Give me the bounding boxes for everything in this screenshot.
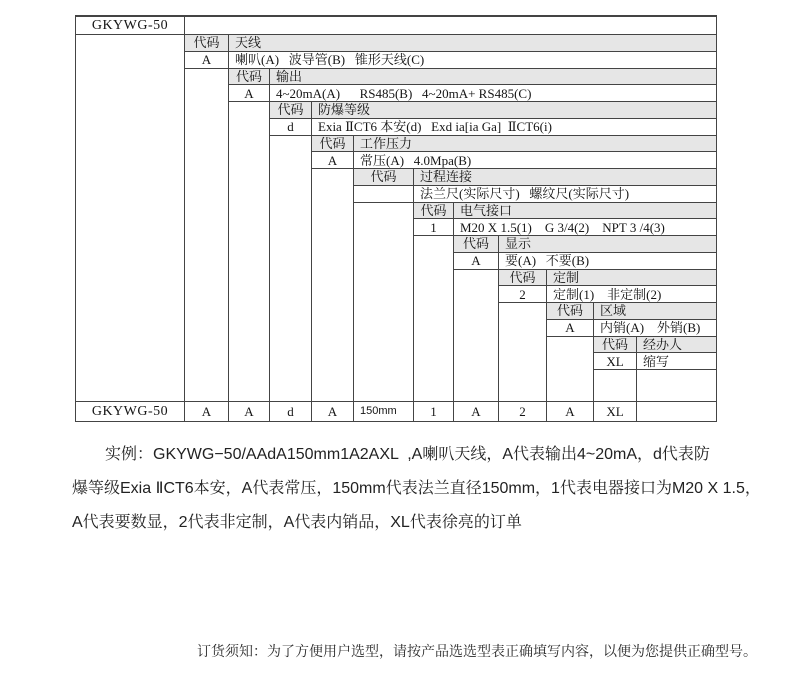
code-header-cell: 代码 xyxy=(353,168,413,185)
example-paragraph xyxy=(72,438,761,540)
level-label-cell: 区域 xyxy=(593,302,716,319)
options-cell: 常压(A) 4.0Mpa(B) xyxy=(353,151,716,168)
summary-cell: d xyxy=(269,401,311,421)
options-cell: M20 X 1.5(1) G 3/4(2) NPT 3 /4(3) xyxy=(453,218,716,235)
model-cell: GKYWG-50 xyxy=(76,16,184,34)
empty-cell xyxy=(636,369,716,401)
empty-cell xyxy=(76,34,184,401)
code-value-cell: A xyxy=(184,51,228,68)
code-header-cell: 代码 xyxy=(593,336,636,353)
code-header-cell: 代码 xyxy=(269,101,311,118)
empty-cell xyxy=(228,101,269,401)
code-value-cell: A xyxy=(311,151,353,168)
order-note: 订货须知：为了方便用户选型，请按产品选选型表正确填写内容，以便为您提供正确型号。 xyxy=(197,643,757,659)
code-header-cell: 代码 xyxy=(184,34,228,51)
empty-cell xyxy=(413,235,453,401)
summary-cell: GKYWG-50 xyxy=(76,401,184,421)
summary-cell: XL xyxy=(593,401,636,421)
summary-cell: A xyxy=(453,401,498,421)
example-line: 实例：GKYWG−50/AAdA150mm1A2AXL ,A喇叭天线，A代表输出4~20mA，d代表防 xyxy=(105,446,710,463)
level-label-cell: 经办人 xyxy=(636,336,716,353)
code-value-cell: A xyxy=(228,84,269,101)
empty-cell xyxy=(311,168,353,401)
example-line: 爆等级Exia ⅡCT6本安，A代表常压，150mm代表法兰直径150mm，1代表电器接口为M20 X 1.5， xyxy=(72,480,761,497)
level-label-cell: 显示 xyxy=(498,235,716,252)
example-line: A代表要数显，2代表非定制，A代表内销品，XL代表徐亮的订单 xyxy=(72,514,522,531)
summary-cell: A xyxy=(184,401,228,421)
code-header-cell: 代码 xyxy=(228,68,269,85)
level-label-cell: 防爆等级 xyxy=(311,101,716,118)
empty-cell xyxy=(498,302,546,401)
empty-cell xyxy=(593,369,636,401)
level-label-cell: 过程连接 xyxy=(413,168,716,185)
level-label-cell: 电气接口 xyxy=(453,202,716,219)
summary-cell: A xyxy=(546,401,593,421)
level-label-cell: 天线 xyxy=(228,34,716,51)
empty-cell xyxy=(184,16,716,34)
empty-cell xyxy=(546,336,593,402)
code-header-cell: 代码 xyxy=(498,269,546,286)
summary-cell xyxy=(636,401,716,421)
options-cell: 喇叭(A) 波导管(B) 锥形天线(C) xyxy=(228,51,716,68)
summary-cell: A xyxy=(228,401,269,421)
code-value-cell: d xyxy=(269,118,311,135)
options-cell: 要(A) 不要(B) xyxy=(498,252,716,269)
options-cell: 4~20mA(A) RS485(B) 4~20mA+ RS485(C) xyxy=(269,84,716,101)
options-cell: 定制(1) 非定制(2) xyxy=(546,285,716,302)
code-value-cell: A xyxy=(453,252,498,269)
options-cell: 缩写 xyxy=(636,352,716,369)
code-value-cell: 1 xyxy=(413,218,453,235)
code-header-cell: 代码 xyxy=(311,135,353,152)
summary-cell: 150mm xyxy=(353,401,413,421)
code-value-cell xyxy=(353,185,413,202)
code-header-cell: 代码 xyxy=(413,202,453,219)
options-cell: 内销(A) 外销(B) xyxy=(593,319,716,336)
options-cell: 法兰尺(实际尺寸) 螺纹尺(实际尺寸) xyxy=(413,185,716,202)
level-label-cell: 输出 xyxy=(269,68,716,85)
code-header-cell: 代码 xyxy=(546,302,593,319)
summary-cell: A xyxy=(311,401,353,421)
empty-cell xyxy=(184,68,228,402)
empty-cell xyxy=(353,202,413,402)
selection-table xyxy=(75,15,717,422)
code-value-cell: 2 xyxy=(498,285,546,302)
code-value-cell: A xyxy=(546,319,593,336)
options-cell: Exia ⅡCT6 本安(d) Exd ia[ia Ga] ⅡCT6(i) xyxy=(311,118,716,135)
summary-cell: 2 xyxy=(498,401,546,421)
empty-cell xyxy=(269,135,311,402)
code-value-cell: XL xyxy=(593,352,636,369)
empty-cell xyxy=(453,269,498,402)
code-header-cell: 代码 xyxy=(453,235,498,252)
level-label-cell: 工作压力 xyxy=(353,135,716,152)
summary-cell: 1 xyxy=(413,401,453,421)
level-label-cell: 定制 xyxy=(546,269,716,286)
